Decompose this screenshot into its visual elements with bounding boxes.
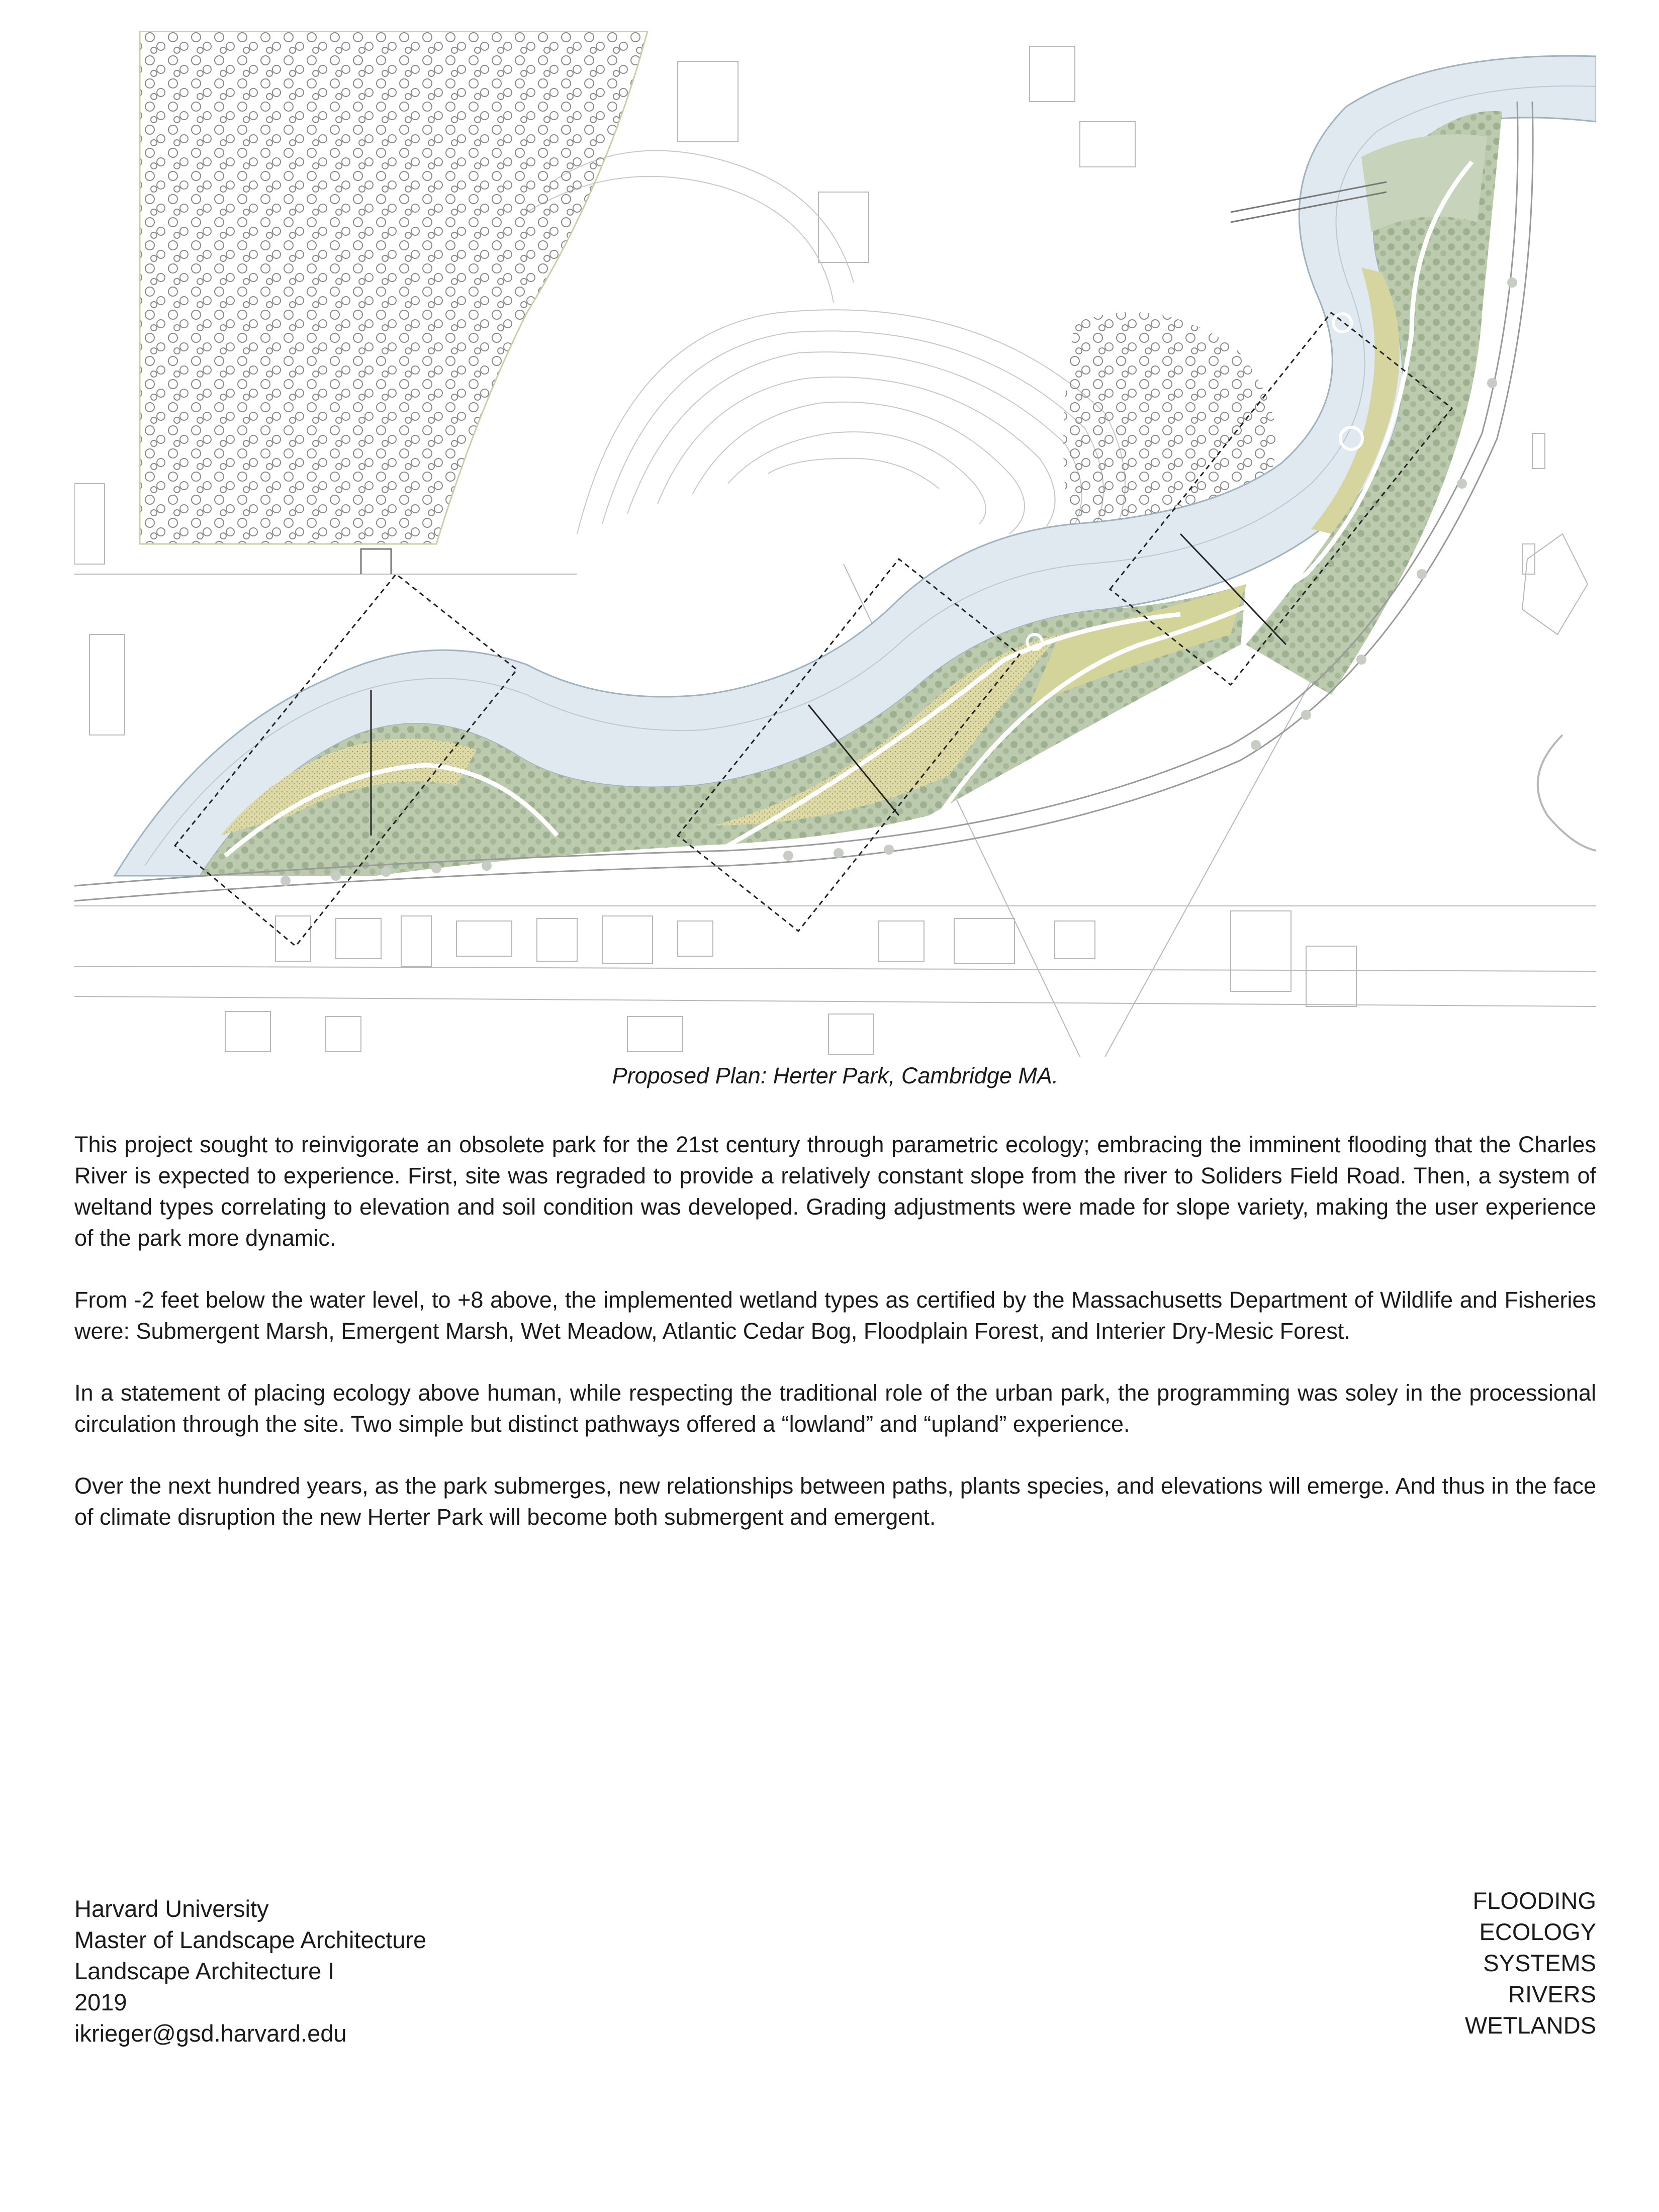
credits-course: Landscape Architecture I <box>74 1958 335 1984</box>
paragraph-4: Over the next hundred years, as the park submerges, new relationships between paths, plants species, and elevations will emerge. And thus in the face of climate disruption the new Herter Park will become both submergent and emergent. <box>74 1473 1596 1530</box>
keyword-item: WETLANDS <box>1464 2012 1596 2039</box>
project-description <box>74 1129 1596 1563</box>
proposed-plan-drawing <box>74 31 1596 1057</box>
figure-caption: Proposed Plan: Herter Park, Cambridge MA. <box>612 1063 1059 1088</box>
paragraph-3: In a statement of placing ecology above human, while respecting the traditional role of the urban park, the programming was soley in the processional circulation through the site. Two simple but distinct pathways offered a “lowland” and “upland” experience. <box>74 1380 1596 1437</box>
credits-program: Master of Landscape Architecture <box>74 1926 427 1953</box>
credits-email: ikrieger@gsd.harvard.edu <box>74 2020 347 2047</box>
paragraph-2: From -2 feet below the water level, to +8 above, the implemented wetland types as certified by the Massachusetts Department of Wildlife and Fisheries were: Submergent Marsh, Emergent Marsh, Wet Meadow, Atlantic Cedar Bog, Floodplain Forest, and Interier Dry-Mesic Forest. <box>74 1287 1596 1344</box>
credits-school: Harvard University <box>74 1895 269 1922</box>
keyword-item: ECOLOGY <box>1479 1918 1596 1945</box>
keywords-list <box>1194 1885 1596 2041</box>
keyword-item: RIVERS <box>1508 1981 1596 2007</box>
keyword-item: SYSTEMS <box>1483 1950 1596 1976</box>
tree-canopy-area <box>140 31 648 544</box>
paragraph-1: This project sought to reinvigorate an obsolete park for the 21st century through parametric ecology; embracing the imminent flooding that the Charles River is expected to experience. First, site was regraded to provide a relatively constant slope from the river to Soliders Field Road. Then, a system of weltand types correlating to elevation and soil condition was developed. Grading adjustments were made for slope variety, making the user experience of the park more dynamic. <box>74 1132 1596 1251</box>
credits-block <box>74 1893 678 2049</box>
keyword-item: FLOODING <box>1472 1887 1596 1914</box>
topographic-contours <box>527 151 1125 575</box>
credits-year: 2019 <box>74 1989 127 2015</box>
